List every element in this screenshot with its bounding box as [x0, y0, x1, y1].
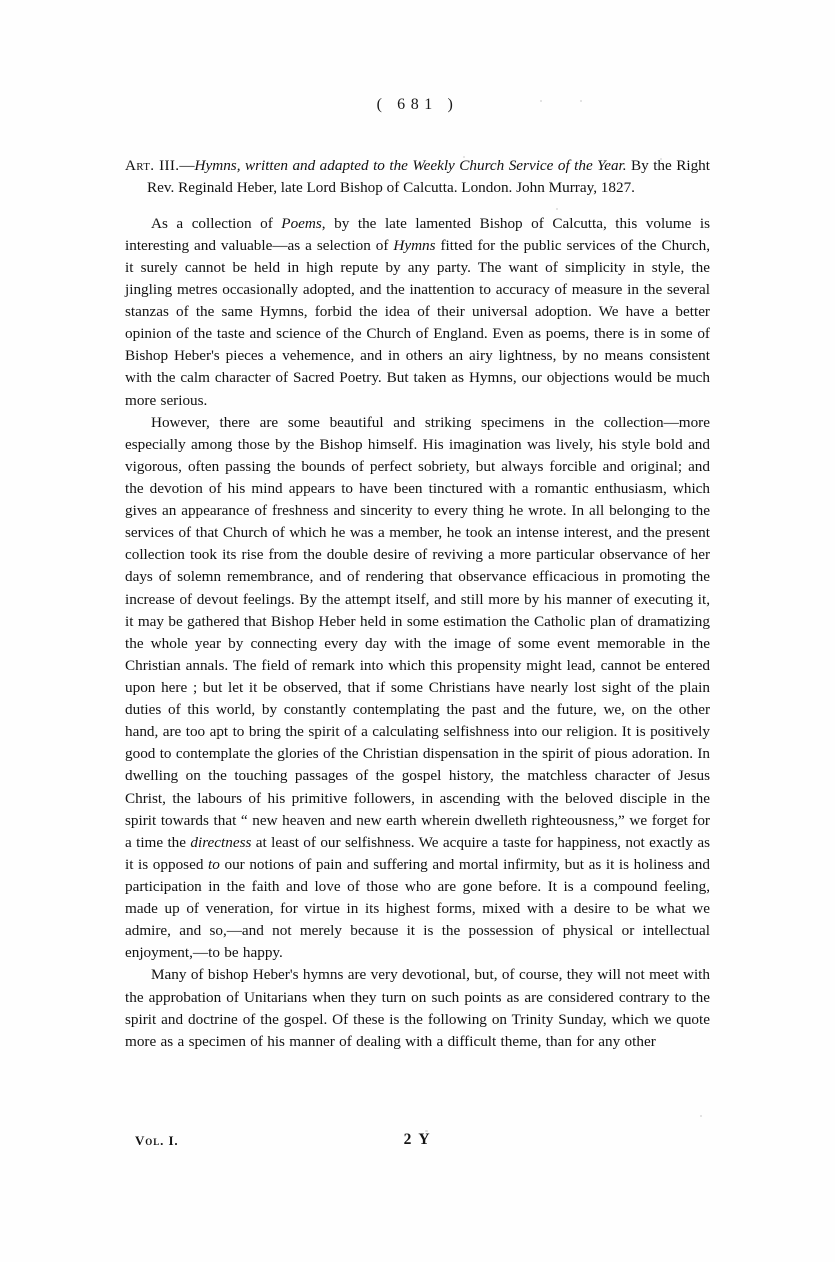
text-column: [125, 155, 710, 1053]
emphasis-text: directness: [190, 833, 252, 851]
article-dash: —: [179, 157, 195, 174]
article-imprint: By the Right Rev. Reginald Heber, late Lord Bishop of Calcutta. London. John Murray, 1827.: [147, 157, 710, 197]
emphasis-text: to: [208, 855, 220, 873]
signature-mark: 2 Y: [403, 1131, 432, 1148]
body-text-run: However, there are some beautiful and striking specimens in the collection—more especially among those by the Bishop himself. His imagination was lively, his style bold and vigorous, often passing the bounds of perfect sobriety, but always forcible and original; and the devotion of his mind appears to have been tinctured with a romantic enthusiasm, which gives an appearance of freshness and sincerity to every thing he wrote. In all belonging to the services of that Church of which he was a member, he took an intense interest, and the present collection took its rise from the double desire of reviving a more particular observance of her days of solemn remembrance, and of rendering that observance efficacious in promoting the increase of devout feelings. By the attempt itself, and still more by his manner of executing it, it may be gathered that Bishop Heber held in some estimation the Catholic plan of dramatizing the whole year by connecting every day with the image of some event memorable in the Christian annals. The field of remark into which this propensity might lead, cannot be entered upon here ; but let it be observed, that if some Christians have nearly lost sight of the plain duties of this world, by constantly contemplating the past and the future, we, on the other hand, are too apt to bring the spirit of a calculating selfishness into our religion. It is positively good to contemplate the glories of the Christian dispensation in the spirit of pious adoration. In dwelling on the touching passages of the gospel history, the matchless character of Jesus Christ, the labours of his primitive followers, in ascending with the beloved disciple in the spirit towards that “ new heaven and new earth wherein dwelleth righteousness,” we forget for a time the: [125, 413, 711, 851]
article-title-italic: Hymns, written and adapted to the Weekly Church Service of the Year.: [194, 157, 627, 174]
body-text-run: , by the late lamented Bishop of Calcutta, this volume is interesting and valuable—as a selection of: [125, 214, 710, 254]
body-text-run: As a collection of: [151, 214, 282, 232]
body-text-run: our notions of pain and suffering and mortal infirmity, but as it is holiness and participation in the faith and love of those who are gone before. It is a compound feeling, made up of veneration, for virtue in its highest forms, mixed with a desire to be what we admire, and so,—and not merely because it is the possession of physical or intellectual enjoyment,—to be happy.: [125, 855, 710, 962]
body-text-run: at least of our selfishness. We acquire a taste for happiness, not exactly as it is opposed: [125, 833, 710, 873]
para-3: [125, 964, 710, 1052]
page-footer: [125, 1133, 710, 1153]
scan-speckle: [700, 1115, 702, 1117]
volume-mark: Vol. I.: [135, 1133, 179, 1148]
article-label: Art. III.: [125, 157, 180, 174]
emphasis-text: Hymns: [393, 236, 436, 254]
page-number: [0, 96, 835, 114]
para-2: [125, 412, 710, 965]
body-text-run: fitted for the public services of the Church, it surely cannot be held in high repute by any party. The want of simplicity in style, the jingling metres occasionally adopted, and the inattention to accuracy of measure in the several stanzas of the same Hymns, forbid the idea of their universal adoption. We have a better opinion of the taste and science of the Church of England. Even as poems, there is in some of Bishop Heber's pieces a vehemence, and in others an airy lightness, by no means consistent with the calm character of Sacred Poetry. But taken as Hymns, our objections would be much more serious.: [125, 236, 710, 409]
para-1: [125, 213, 710, 412]
body-text: [125, 213, 710, 1053]
body-text-run: Many of bishop Heber's hymns are very devotional, but, of course, they will not meet with the approbation of Unitarians when they turn on such points as are considered contrary to the spirit and doctrine of the gospel. Of these is the following on Trinity Sunday, which we quote more as a specimen of his manner of dealing with a difficult theme, than for any other: [125, 966, 710, 1050]
emphasis-text: Poems: [281, 214, 322, 232]
article-heading: [125, 155, 710, 200]
page-number-text: ( 681 ): [376, 96, 459, 113]
